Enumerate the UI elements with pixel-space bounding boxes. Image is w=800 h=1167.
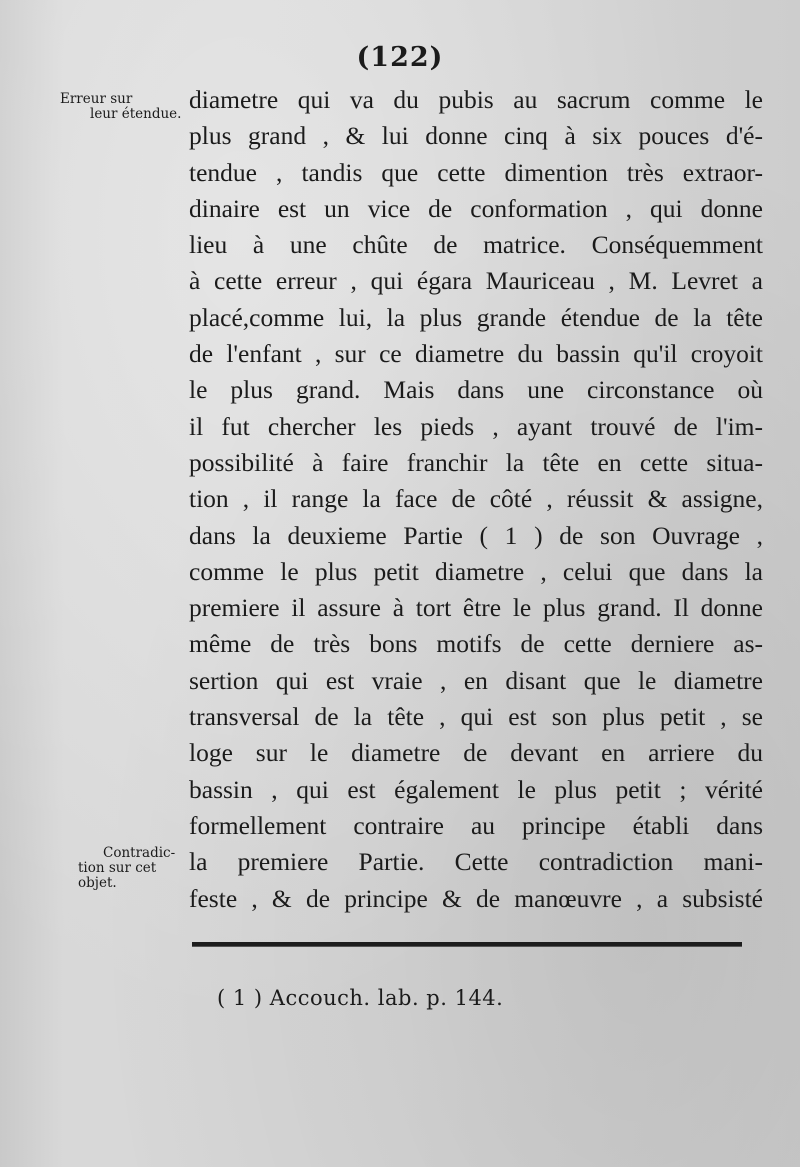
- footnote: ( 1 ) Accouch. lab. p. 144.: [217, 986, 504, 1010]
- body-line: dans la deuxieme Partie ( 1 ) de son Ouvrage ,: [189, 520, 763, 550]
- body-line: sertion qui est vraie , en disant que le diametre: [189, 665, 763, 695]
- page-number: (122): [356, 42, 444, 73]
- body-line: formellement contraire au principe établi dans: [189, 810, 763, 840]
- body-line: tion , il range la face de côté , réussit & assigne,: [189, 484, 763, 514]
- body-line: lieu à une chûte de matrice. Conséquemment: [189, 230, 763, 260]
- body-line: la premiere Partie. Cette contradiction mani-: [189, 847, 763, 877]
- margin-note-line: Contradic-: [103, 845, 176, 861]
- margin-note-line: Erreur sur: [60, 91, 133, 107]
- body-line: de l'enfant , sur ce diametre du bassin qu'il croyoit: [189, 339, 763, 369]
- body-line: même de très bons motifs de cette derniere as-: [189, 629, 763, 659]
- body-line: loge sur le diametre de devant en arriere du: [189, 738, 763, 768]
- body-line: bassin , qui est également le plus petit ; vérité: [189, 774, 763, 804]
- body-line: possibilité à faire franchir la tête en cette situa-: [189, 447, 763, 477]
- margin-note-line: objet.: [78, 875, 117, 891]
- body-line: transversal de la tête , qui est son plus petit , se: [189, 702, 763, 732]
- margin-note-contradiction: [78, 846, 175, 891]
- body-line: feste , & de principe & de manœuvre , a subsisté: [189, 883, 763, 913]
- body-line: diametre qui va du pubis au sacrum comme le: [189, 85, 763, 114]
- body-line: plus grand , & lui donne cinq à six pouces d'é-: [189, 121, 763, 151]
- body-line: tendue , tandis que cette dimention très extraor-: [189, 157, 763, 187]
- margin-note-line: tion sur cet: [78, 860, 157, 876]
- body-line: à cette erreur , qui égara Mauriceau , M. Levret a: [189, 266, 763, 296]
- margin-note-error-extent: [60, 92, 181, 122]
- body-text: [189, 82, 763, 917]
- body-line: premiere il assure à tort être le plus grand. Il donne: [189, 593, 763, 623]
- body-line: placé,comme lui, la plus grande étendue de la tête: [189, 302, 763, 332]
- body-line: dinaire est un vice de conformation , qui donne: [189, 193, 763, 223]
- body-line: il fut chercher les pieds , ayant trouvé de l'im-: [189, 411, 763, 441]
- footnote-separator-rule: [192, 942, 742, 947]
- margin-note-line: leur étendue.: [90, 106, 182, 122]
- body-line: le plus grand. Mais dans une circonstance où: [189, 375, 763, 405]
- body-line: comme le plus petit diametre , celui que dans la: [189, 556, 763, 586]
